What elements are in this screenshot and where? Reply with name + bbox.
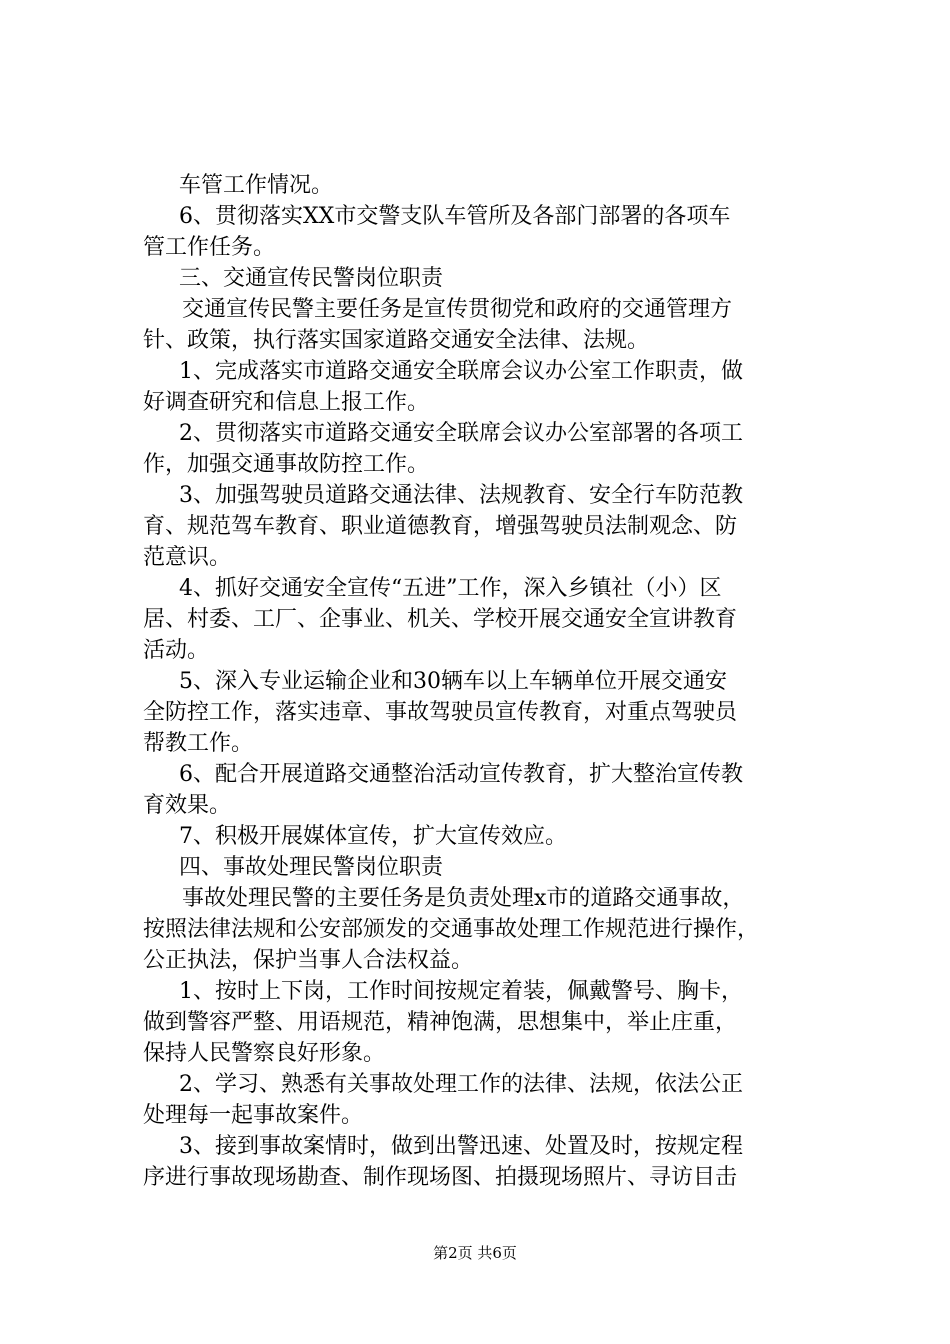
text-line: 2、贯彻落实市道路交通安全联席会议办公室部署的各项工 — [179, 421, 743, 446]
text-line: 车管工作情况。 — [179, 173, 334, 198]
text-line: 3、加强驾驶员道路交通法律、法规教育、安全行车防范教 — [179, 483, 743, 508]
text-line: 处理每一起事故案件。 — [143, 1103, 364, 1128]
text-line: 公正执法，保护当事人合法权益。 — [143, 948, 474, 973]
text-line: 4、抓好交通安全宣传“五进”工作，深入乡镇社（小）区 — [179, 576, 722, 601]
text-line: 2、学习、熟悉有关事故处理工作的法律、法规，依法公正 — [179, 1072, 743, 1097]
text-line: 序进行事故现场勘查、制作现场图、拍摄现场照片、寻访目击 — [143, 1165, 738, 1190]
text-line: 活动。 — [143, 638, 210, 663]
text-line: 7、积极开展媒体宣传，扩大宣传效应。 — [179, 824, 567, 849]
text-line: 管工作任务。 — [143, 235, 276, 260]
text-line: 育、规范驾车教育、职业道德教育，增强驾驶员法制观念、防 — [143, 514, 738, 539]
text-line: 好调查研究和信息上报工作。 — [143, 390, 430, 415]
text-line: 帮教工作。 — [143, 731, 254, 756]
text-line: 全防控工作，落实违章、事故驾驶员宣传教育，对重点驾驶员 — [143, 700, 738, 725]
text-line: 保持人民警察良好形象。 — [143, 1041, 386, 1066]
text-line: 范意识。 — [143, 545, 232, 570]
text-line: 事故处理民警的主要任务是负责处理x市的道路交通事故， — [182, 886, 745, 911]
text-line: 交通宣传民警主要任务是宣传贯彻党和政府的交通管理方 — [182, 297, 733, 322]
text-line: 1、完成落实市道路交通安全联席会议办公室工作职责，做 — [179, 359, 743, 384]
text-line: 5、深入专业运输企业和30辆车以上车辆单位开展交通安 — [179, 669, 727, 694]
text-line: 针、政策，执行落实国家道路交通安全法律、法规。 — [143, 328, 650, 353]
page-number: 第2页 共6页 — [433, 1244, 517, 1262]
text-line: 6、贯彻落实XX市交警支队车管所及各部门部署的各项车 — [179, 204, 731, 229]
section-heading: 四、事故处理民警岗位职责 — [179, 855, 444, 880]
text-line: 3、接到事故案情时，做到出警迅速、处置及时，按规定程 — [179, 1134, 743, 1159]
text-line: 做到警容严整、用语规范，精神饱满，思想集中，举止庄重， — [143, 1010, 738, 1035]
text-line: 按照法律法规和公安部颁发的交通事故处理工作规范进行操作， — [143, 917, 760, 942]
section-heading: 三、交通宣传民警岗位职责 — [179, 266, 444, 291]
text-line: 居、村委、工厂、企事业、机关、学校开展交通安全宣讲教育 — [143, 607, 738, 632]
document-body — [143, 170, 833, 1193]
text-line: 6、配合开展道路交通整治活动宣传教育，扩大整治宣传教 — [179, 762, 743, 787]
text-line: 1、按时上下岗，工作时间按规定着装，佩戴警号、胸卡， — [179, 979, 743, 1004]
text-line: 作，加强交通事故防控工作。 — [143, 452, 430, 477]
text-line: 育效果。 — [143, 793, 232, 818]
